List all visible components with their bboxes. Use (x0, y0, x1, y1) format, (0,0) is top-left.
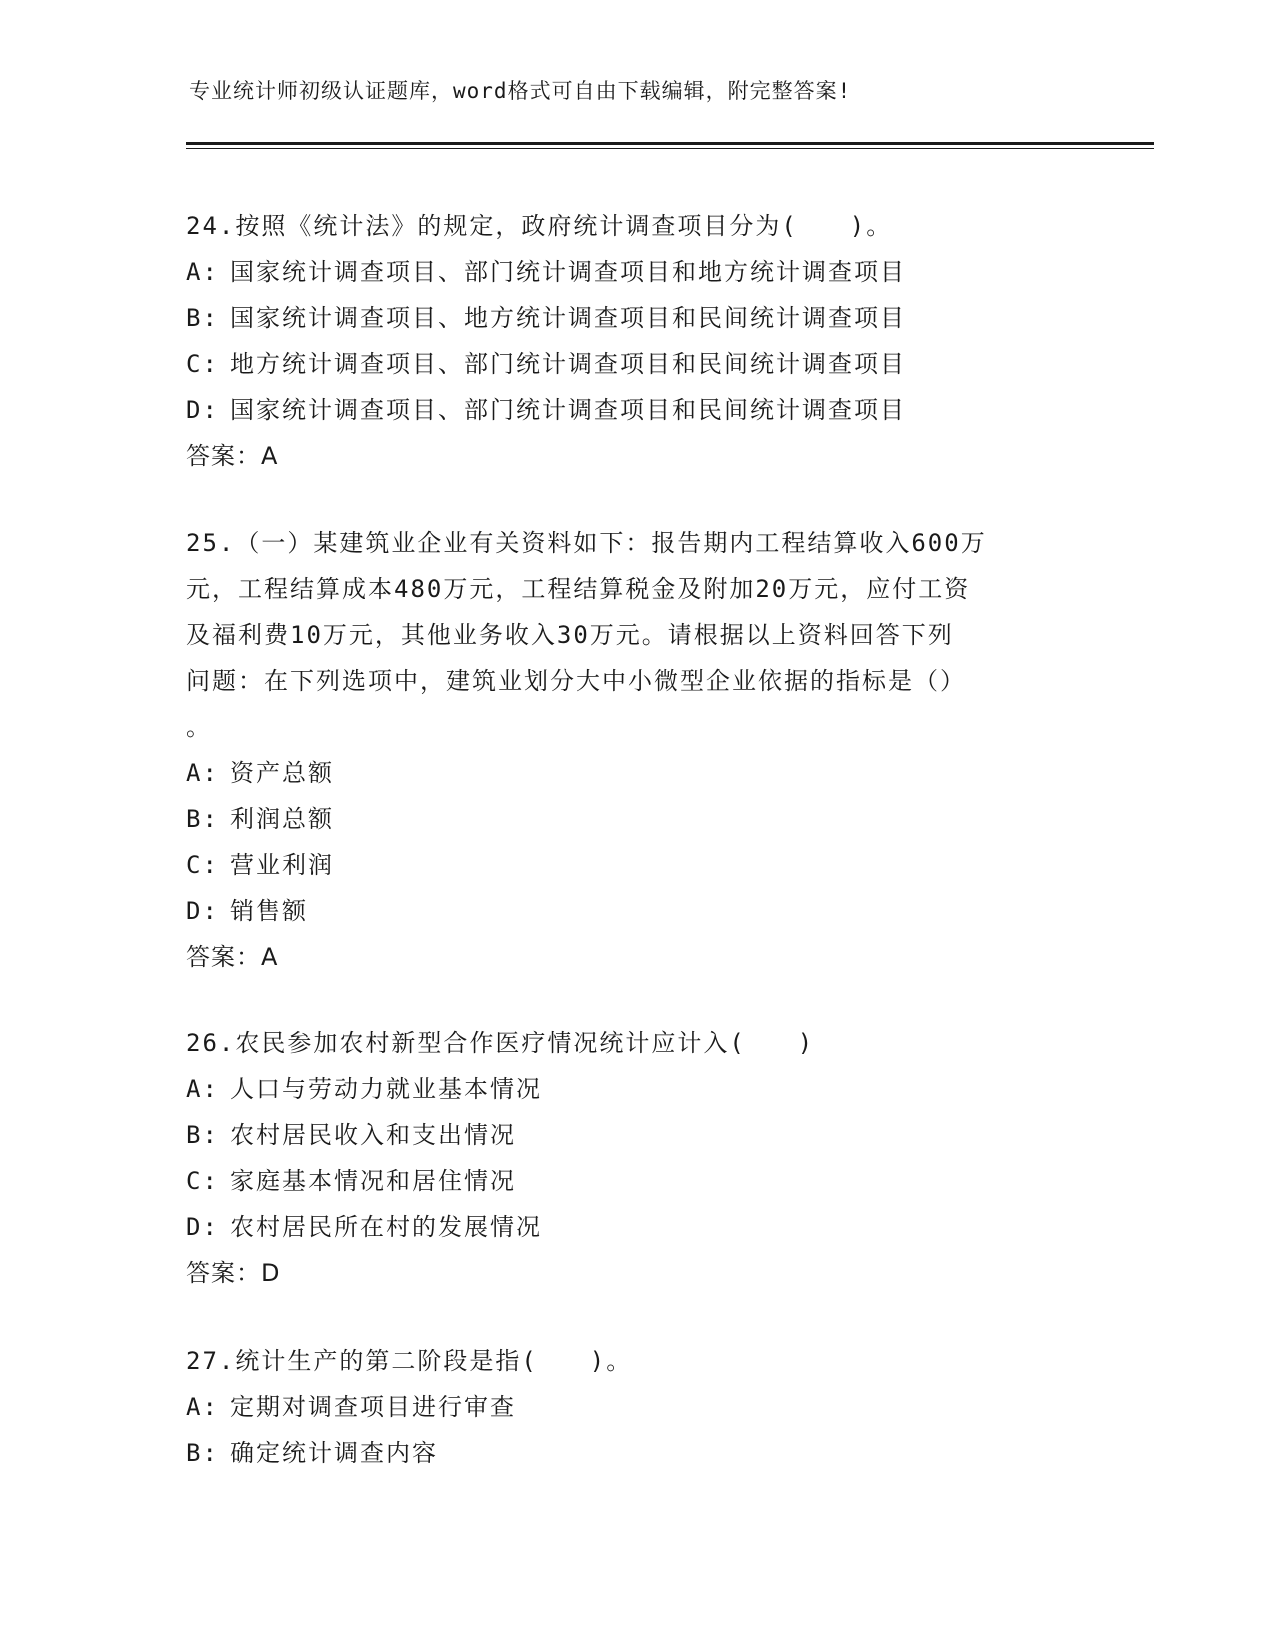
option-a (186, 1066, 1086, 1112)
option-a (186, 1384, 1086, 1430)
answer-line: 答案：A (186, 442, 279, 470)
option-b (186, 796, 1086, 842)
option-b (186, 1430, 1086, 1476)
option-a (186, 249, 1086, 295)
option-text: 国家统计调查项目、部门统计调查项目和民间统计调查项目 (230, 396, 906, 424)
option-d (186, 888, 1086, 934)
option-text: 确定统计调查内容 (230, 1439, 438, 1467)
option-text: 农村居民所在村的发展情况 (230, 1213, 542, 1241)
question-stem-line: 元，工程结算成本480万元，工程结算税金及附加20万元，应付工资 (186, 575, 971, 603)
question-stem-line: 及福利费10万元，其他业务收入30万元。请根据以上资料回答下列 (186, 621, 954, 649)
option-key: C: (186, 851, 219, 879)
question-24 (186, 203, 1086, 479)
option-text: 地方统计调查项目、部门统计调查项目和民间统计调查项目 (230, 350, 906, 378)
option-key: B: (186, 304, 219, 332)
question-stem: 24.按照《统计法》的规定，政府统计调查项目分为( )。 (186, 212, 893, 240)
option-key: D: (186, 897, 219, 925)
option-key: A: (186, 759, 219, 787)
option-text: 家庭基本情况和居住情况 (230, 1167, 516, 1195)
question-stem: 26.农民参加农村新型合作医疗情况统计应计入( ) (186, 1029, 815, 1057)
answer-line: 答案：A (186, 943, 279, 971)
question-stem-line: 25.（一）某建筑业企业有关资料如下：报告期内工程结算收入600万 (186, 529, 987, 557)
option-key: D: (186, 1213, 219, 1241)
option-key: B: (186, 1121, 219, 1149)
option-d (186, 1204, 1086, 1250)
option-b (186, 295, 1086, 341)
option-a (186, 750, 1086, 796)
option-text: 农村居民收入和支出情况 (230, 1121, 516, 1149)
option-text: 销售额 (230, 897, 308, 925)
header-divider-thick (186, 142, 1154, 145)
option-text: 利润总额 (230, 805, 334, 833)
option-text: 人口与劳动力就业基本情况 (230, 1075, 542, 1103)
option-b (186, 1112, 1086, 1158)
option-c (186, 842, 1086, 888)
answer-line: 答案：D (186, 1259, 281, 1287)
option-key: A: (186, 1393, 219, 1421)
header-divider-thin (186, 148, 1154, 149)
page-header: 专业统计师初级认证题库，word格式可自由下载编辑，附完整答案! (189, 79, 852, 103)
option-text: 资产总额 (230, 759, 334, 787)
option-text: 国家统计调查项目、部门统计调查项目和地方统计调查项目 (230, 258, 906, 286)
option-text: 营业利润 (230, 851, 334, 879)
option-d (186, 387, 1086, 433)
option-key: C: (186, 1167, 219, 1195)
question-25 (186, 520, 1086, 980)
option-c (186, 341, 1086, 387)
option-key: B: (186, 1439, 219, 1467)
option-c (186, 1158, 1086, 1204)
option-key: C: (186, 350, 219, 378)
question-27 (186, 1338, 1086, 1476)
option-key: A: (186, 258, 219, 286)
option-text: 定期对调查项目进行审查 (230, 1393, 516, 1421)
question-stem-line: 。 (186, 713, 212, 741)
question-stem-line: 问题：在下列选项中，建筑业划分大中小微型企业依据的指标是（） (186, 667, 966, 695)
option-key: B: (186, 805, 219, 833)
option-text: 国家统计调查项目、地方统计调查项目和民间统计调查项目 (230, 304, 906, 332)
question-26 (186, 1020, 1086, 1296)
option-key: D: (186, 396, 219, 424)
option-key: A: (186, 1075, 219, 1103)
question-stem: 27.统计生产的第二阶段是指( )。 (186, 1347, 633, 1375)
